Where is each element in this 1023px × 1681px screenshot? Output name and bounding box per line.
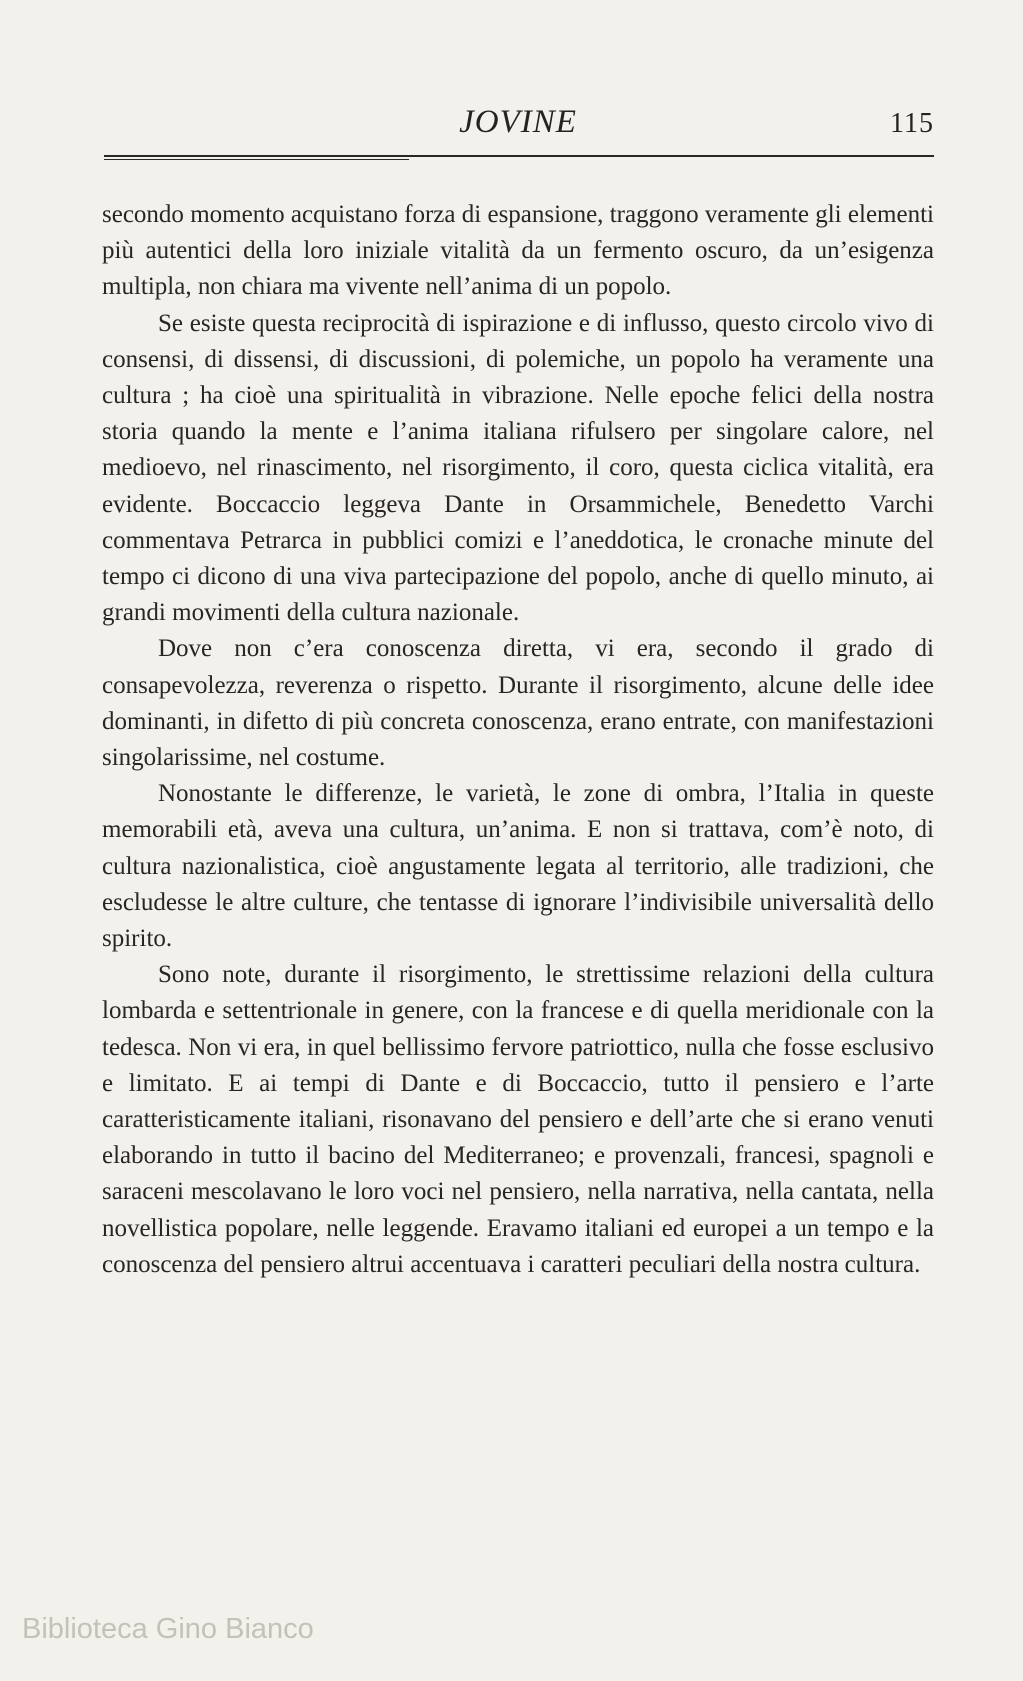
paragraph-5: Sono note, durante il risorgimento, le strettissime relazioni della cultura lombarda e settentrionale in genere, con la francese e di quella meridionale con la tedesca. Non vi era, in quel bellissimo fervore patriottico, nulla che fosse esclusivo e limitato. E ai tempi di Dante e di Boccaccio, tutto il pensiero e l’arte caratteristicamente italiani, risonavano del pensiero e dell’arte che si erano venuti elaborando in tutto il bacino del Mediterraneo; e provenzali, francesi, spagnoli e saraceni mescolavano le loro voci nel pensiero, nella narrativa, nella cantata, nella novellistica popolare, nelle leggende. Eravamo italiani ed europei a un tempo e la conoscenza del pensiero altrui accentuava i caratteri peculiari della nostra cultura. (102, 961, 934, 1278)
paragraph-4: Nonostante le differenze, le varietà, le zone di ombra, l’Italia in queste memorabili età, aveva una cultura, un’anima. E non si trattava, com’è noto, di cultura nazionalistica, cioè angustamente legata al territorio, alle tradizioni, che escludesse le altre culture, che tentasse di ignorare l’indivisibile universalità dello spirito. (102, 780, 934, 953)
page-header (102, 104, 934, 144)
running-title: JOVINE (459, 104, 577, 140)
header-rule (104, 155, 934, 157)
paragraph-3: Dove non c’era conoscenza diretta, vi era, secondo il grado di consapevolezza, reverenza o rispetto. Durante il risorgimento, alcune delle idee dominanti, in difetto di più concreta conoscenza, erano entrate, con manifestazioni singolarissime, nel costume. (102, 635, 934, 772)
paragraph-2: Se esiste questa reciprocità di ispirazione e di influsso, questo circolo vivo di consensi, di dissensi, di discussioni, di polemiche, un popolo ha veramente una cultura ; ha cioè una spiritualità in vibrazione. Nelle epoche felici della nostra storia quando la mente e l’anima italiana rifulsero per singolare calore, nel medioevo, nel rinascimento, nel risorgimento, il coro, questa ciclica vitalità, era evidente. Boccaccio leggeva Dante in Orsammichele, Benedetto Varchi commentava Petrarca in pubblici comizi e l’aneddotica, le cronache minute del tempo ci dicono di una viva partecipazione del popolo, anche di quello minuto, ai grandi movimenti della cultura nazionale. (102, 309, 934, 627)
page-number: 115 (890, 108, 934, 139)
library-watermark: Biblioteca Gino Bianco (22, 1613, 314, 1645)
paragraph-1: secondo momento acquistano forza di espansione, traggono veramente gli elementi più autentici della loro iniziale vitalità da un fermento oscuro, da un’esigenza multipla, non chiara ma vivente nell’anima di un popolo. (102, 201, 934, 301)
header-rule-accent (104, 159, 409, 160)
body-text (102, 197, 934, 1283)
